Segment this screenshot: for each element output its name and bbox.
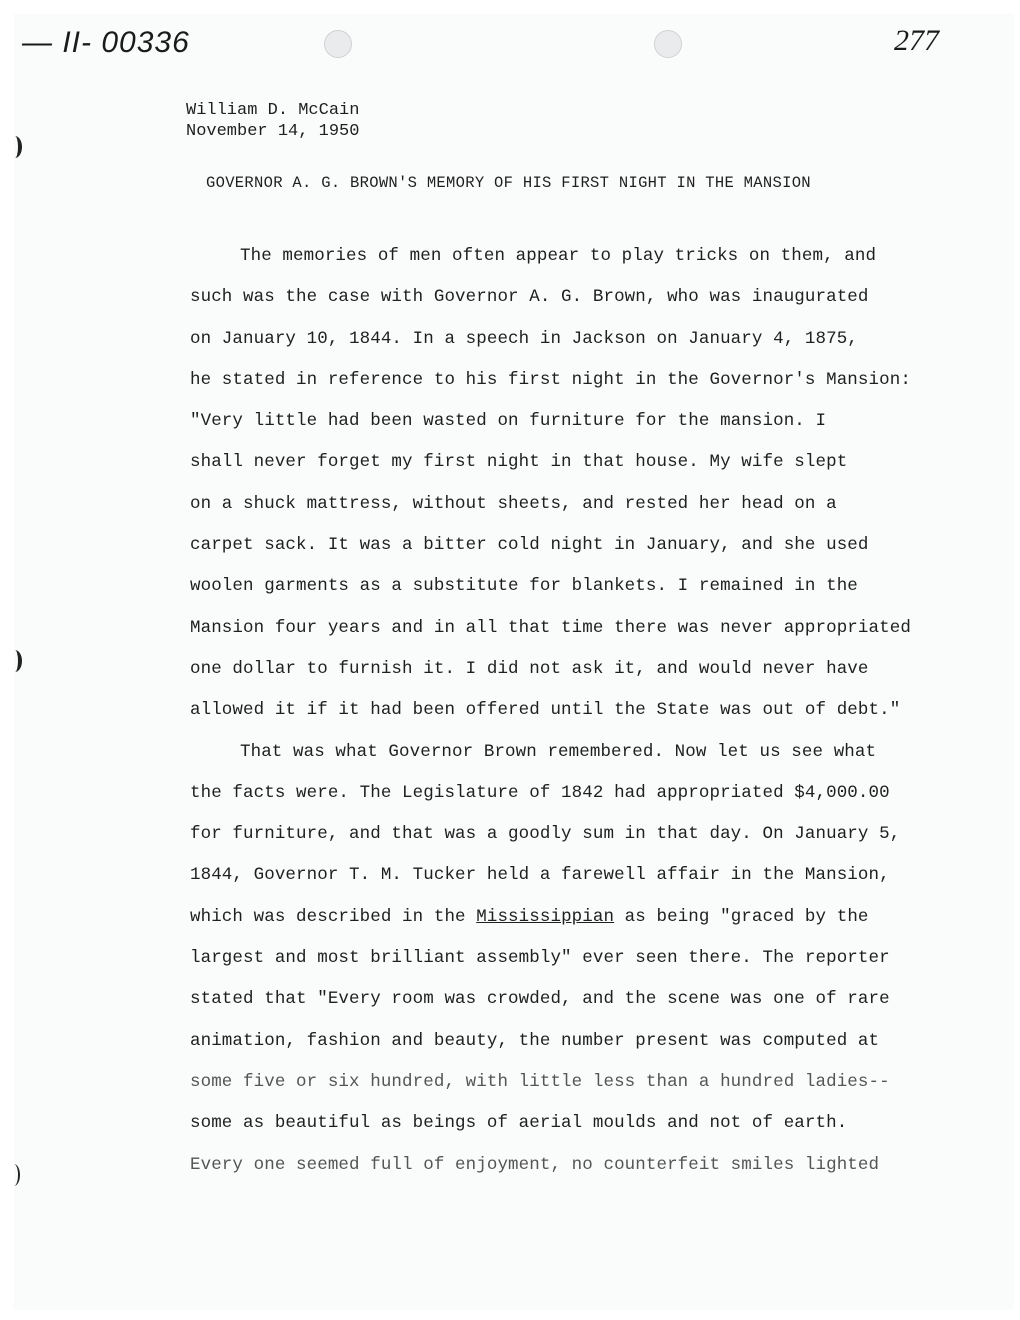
body-line: Mansion four years and in all that time there was never appropriated [190, 617, 911, 638]
body-line: on January 10, 1844. In a speech in Jackson on January 4, 1875, [190, 328, 858, 349]
body-line: woolen garments as a substitute for blankets. I remained in the [190, 576, 858, 597]
body-text-segment: which was described in the [190, 906, 477, 927]
document-title: GOVERNOR A. G. BROWN'S MEMORY OF HIS FIRST NIGHT IN THE MANSION [206, 174, 811, 192]
document-date: November 14, 1950 [186, 122, 360, 141]
author-name: William D. McCain [186, 101, 360, 120]
body-line: some as beautiful as beings of aerial moulds and not of earth. [190, 1113, 848, 1134]
body-line: allowed it if it had been offered until the State was out of debt." [190, 700, 901, 721]
body-text-segment: as being "graced by the [614, 906, 869, 927]
handwritten-reference-number: — II- 00336 [22, 26, 190, 59]
body-line: some five or six hundred, with little less than a hundred ladies-- [190, 1071, 890, 1092]
body-line: stated that "Every room was crowded, and the scene was one of rare [190, 989, 890, 1010]
body-line: he stated in reference to his first night in the Governor's Mansion: [190, 369, 911, 390]
body-line: "Very little had been wasted on furniture for the mansion. I [190, 411, 827, 432]
handwritten-page-number: 277 [894, 24, 939, 57]
body-line: That was what Governor Brown remembered. Now let us see what [240, 741, 877, 762]
document-body [190, 236, 911, 1186]
punch-hole-left [324, 30, 352, 58]
body-line: for furniture, and that was a goodly sum in that day. On January 5, [190, 824, 901, 845]
body-line: largest and most brilliant assembly" ever seen there. The reporter [190, 948, 890, 969]
body-line: carpet sack. It was a bitter cold night in January, and she used [190, 535, 869, 556]
binder-mark-middle [8, 650, 22, 672]
newspaper-title: Mississippian [476, 906, 615, 927]
body-line: on a shuck mattress, without sheets, and rested her head on a [190, 493, 837, 514]
body-line: 1844, Governor T. M. Tucker held a farewell affair in the Mansion, [190, 865, 890, 886]
body-line: animation, fashion and beauty, the number present was computed at [190, 1030, 880, 1051]
binder-mark-bottom [8, 1164, 20, 1186]
author-block [186, 100, 359, 142]
punch-hole-right [654, 30, 682, 58]
body-line: one dollar to furnish it. I did not ask it, and would never have [190, 658, 869, 679]
body-line: Every one seemed full of enjoyment, no counterfeit smiles lighted [190, 1154, 880, 1175]
body-line [190, 897, 900, 938]
body-line: shall never forget my first night in that house. My wife slept [190, 452, 848, 473]
binder-mark-top [8, 136, 22, 158]
body-line: the facts were. The Legislature of 1842 had appropriated $4,000.00 [190, 782, 890, 803]
body-line: such was the case with Governor A. G. Brown, who was inaugurated [190, 287, 869, 308]
body-line: The memories of men often appear to play tricks on them, and [240, 246, 877, 266]
